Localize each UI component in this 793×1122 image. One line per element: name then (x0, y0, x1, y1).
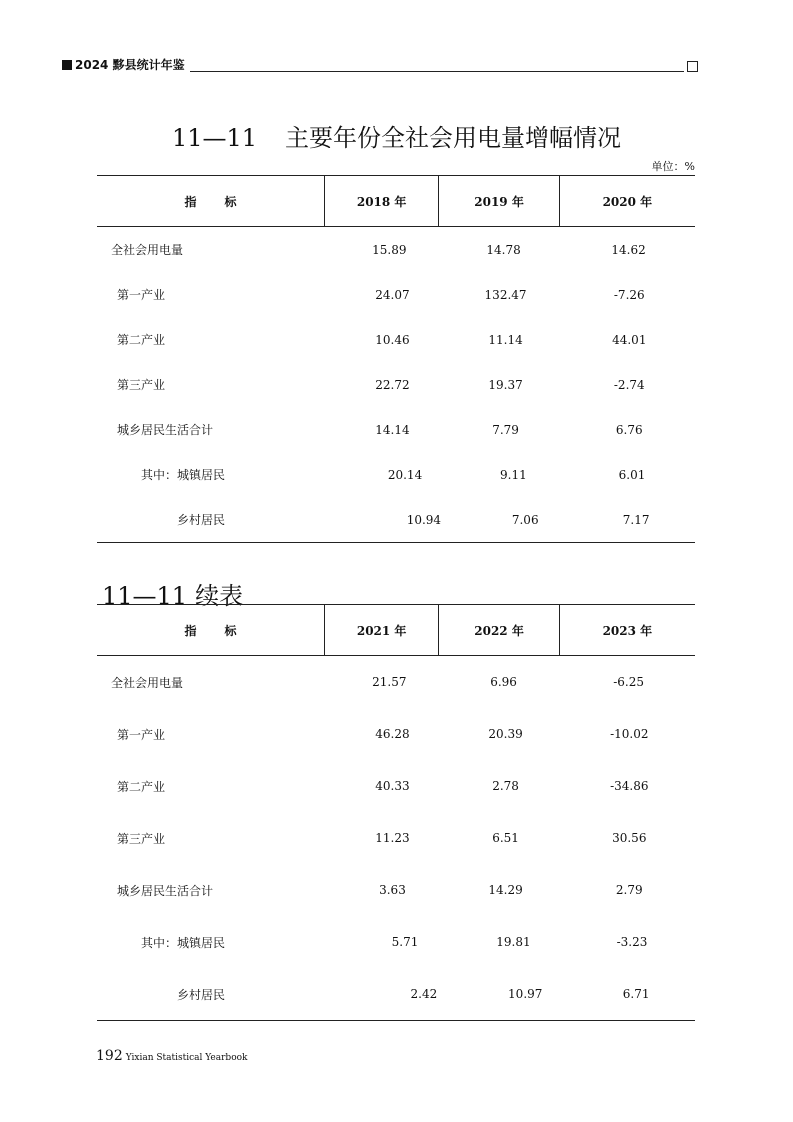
year-header: 2022 年 (438, 605, 558, 655)
value-cell: -3.23 (616, 935, 648, 949)
row-label: 其中：城镇居民 (141, 935, 226, 950)
table-title (0, 118, 793, 153)
year-header: 2021 年 (324, 605, 438, 655)
table-row (97, 407, 695, 452)
value-cell: 30.56 (612, 831, 647, 845)
year-header: 2020 年 (559, 176, 695, 226)
value-cell: 6.01 (618, 467, 646, 482)
row-label: 第三产业 (117, 831, 166, 846)
table-row (97, 760, 695, 812)
table-body (97, 656, 695, 1020)
header-rule (190, 71, 684, 72)
value-cell: 10.46 (375, 332, 410, 347)
table-row (97, 708, 695, 760)
row-label: 第一产业 (117, 727, 166, 742)
data-table-1 (97, 175, 695, 543)
value-cell: -6.25 (613, 675, 644, 689)
value-cell: 9.11 (500, 467, 527, 482)
table-row (97, 272, 695, 317)
value-cell: 22.72 (375, 377, 410, 392)
table-row (97, 317, 695, 362)
table-header-row (97, 605, 695, 656)
row-label: 其中：城镇居民 (141, 468, 226, 482)
value-cell: 6.76 (615, 422, 643, 437)
value-cell: 20.39 (488, 727, 523, 741)
table-row (97, 864, 695, 916)
value-cell: 24.07 (375, 287, 410, 302)
value-cell: 11.14 (488, 332, 523, 347)
value-cell: 44.01 (612, 332, 647, 347)
table-body (97, 227, 695, 542)
row-label: 第一产业 (117, 288, 166, 302)
value-cell: 11.23 (375, 831, 410, 845)
value-cell: 20.14 (387, 467, 423, 482)
indicator-header: 指标 (184, 194, 265, 209)
value-cell: 2.42 (410, 987, 438, 1001)
value-cell: -34.86 (610, 779, 649, 793)
value-cell: 40.33 (375, 779, 410, 793)
row-label: 第二产业 (117, 779, 166, 794)
value-cell: 6.71 (622, 987, 650, 1001)
value-cell: 3.63 (379, 883, 406, 897)
page-number: 192 (96, 1048, 123, 1064)
value-cell: 15.89 (372, 242, 407, 257)
value-cell: -10.02 (610, 727, 649, 741)
table-row (97, 812, 695, 864)
table-header-row (97, 176, 695, 227)
row-label: 乡村居民 (177, 513, 226, 527)
value-cell: 7.06 (511, 512, 539, 527)
indicator-header: 指标 (184, 623, 265, 638)
value-cell: 10.94 (406, 512, 442, 527)
table-row (97, 452, 695, 497)
value-cell: 7.17 (622, 512, 650, 527)
value-cell: 132.47 (484, 287, 527, 302)
value-cell: 14.78 (486, 242, 521, 257)
table-number: 11—11 (171, 124, 258, 152)
value-cell: 14.29 (488, 883, 523, 897)
value-cell: 2.79 (615, 883, 643, 897)
value-cell: 2.78 (492, 779, 519, 793)
row-label: 第三产业 (117, 378, 166, 392)
value-cell: -2.74 (613, 377, 645, 392)
value-cell: 14.62 (611, 242, 646, 257)
page-footer (96, 1045, 247, 1064)
table-row (97, 656, 695, 708)
book-name: Yixian Statistical Yearbook (125, 1053, 248, 1063)
header-square-icon (62, 60, 72, 70)
data-table-2 (97, 604, 695, 1021)
value-cell: 5.71 (391, 935, 419, 949)
value-cell: 19.37 (488, 377, 523, 392)
year-header: 2019 年 (438, 176, 558, 226)
value-cell: 10.97 (508, 987, 543, 1001)
year-header: 2018 年 (324, 176, 438, 226)
row-label: 城乡居民生活合计 (117, 883, 214, 898)
continued-number: 11—11 (102, 582, 188, 610)
table-title-text: 主要年份全社会用电量增幅情况 (285, 124, 622, 152)
table-row (97, 968, 695, 1020)
table-row (97, 497, 695, 542)
value-cell: 7.79 (492, 422, 519, 437)
value-cell: -7.26 (613, 287, 645, 302)
row-label: 第二产业 (117, 333, 166, 347)
continued-text: 续表 (195, 582, 244, 610)
header-box-icon (687, 61, 698, 72)
value-cell: 14.14 (375, 422, 410, 437)
page-header (62, 58, 698, 74)
value-cell: 19.81 (496, 935, 531, 949)
year-header: 2023 年 (559, 605, 695, 655)
row-label: 全社会用电量 (111, 675, 184, 690)
value-cell: 6.51 (492, 831, 519, 845)
header-title: 2024 黟县统计年鉴 (75, 58, 185, 72)
table-row (97, 362, 695, 407)
value-cell: 46.28 (375, 727, 410, 741)
value-cell: 21.57 (372, 675, 407, 689)
value-cell: 6.96 (490, 675, 517, 689)
row-label: 全社会用电量 (111, 243, 184, 257)
row-label: 乡村居民 (177, 987, 226, 1002)
unit-label: 单位：% (651, 160, 695, 173)
table-row (97, 916, 695, 968)
table-row (97, 227, 695, 272)
row-label: 城乡居民生活合计 (117, 423, 214, 437)
